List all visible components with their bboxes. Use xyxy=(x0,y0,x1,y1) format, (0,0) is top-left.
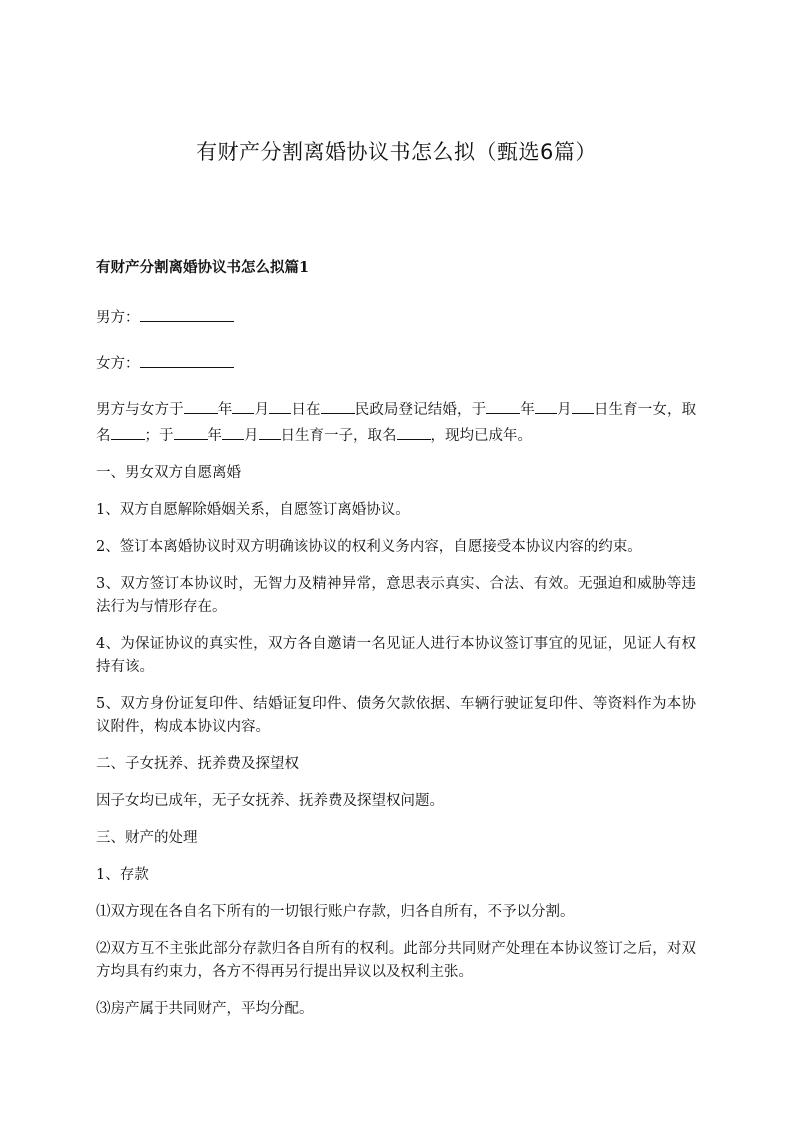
clause-3-1-3: ⑶房产属于共同财产，平均分配。 xyxy=(96,1001,314,1017)
clause-3-1-1: ⑴双方现在各自名下所有的一切银行账户存款，归各自所有，不予以分割。 xyxy=(96,904,575,920)
clause-2-1: 因子女均已成年，无子女抚养、抚养费及探望权问题。 xyxy=(96,793,444,809)
intro-text: 年 xyxy=(520,402,536,418)
female-name-blank xyxy=(140,350,234,368)
subheading-deposits: 1、存款 xyxy=(96,867,149,883)
daughter-name-blank xyxy=(111,422,145,440)
day-blank xyxy=(269,396,291,414)
intro-text: 年 xyxy=(217,402,233,418)
intro-text: 日在 xyxy=(291,402,321,418)
year-blank xyxy=(174,422,208,440)
intro-text: 民政局登记结婚，于 xyxy=(354,402,487,418)
document-body xyxy=(96,256,696,1035)
day-blank xyxy=(572,396,594,414)
heading-child-custody: 二、子女抚养、抚养费及探望权 xyxy=(96,756,299,772)
male-party-line xyxy=(96,304,696,330)
intro-text: 月 xyxy=(254,402,270,418)
heading-property: 三、财产的处理 xyxy=(96,830,198,846)
male-name-blank xyxy=(140,304,234,322)
intro-text: 日生育一子，取名 xyxy=(280,428,397,444)
clause-1-1: 1、双方自愿解除婚姻关系，自愿签订离婚协议。 xyxy=(96,502,410,518)
heading-voluntary-divorce: 一、男女双方自愿离婚 xyxy=(96,465,241,481)
female-label: 女方： xyxy=(96,356,140,372)
clause-1-5: 5、双方身份证复印件、结婚证复印件、债务欠款依据、车辆行驶证复印件、等资料作为本协议附件，构成本协议内容。 xyxy=(96,696,696,735)
intro-text: 年 xyxy=(207,428,222,444)
clause-1-2: 2、签订本离婚协议时双方明确该协议的权利义务内容，自愿接受本协议内容的约束。 xyxy=(96,539,642,555)
intro-paragraph xyxy=(96,396,696,448)
clause-3-1-2: ⑵双方互不主张此部分存款归各自所有的权利。此部分共同财产处理在本协议签订之后，对双方均具有约束力，各方不得再另行提出异议以及权利主张。 xyxy=(96,941,696,980)
son-name-blank xyxy=(397,422,431,440)
female-party-line xyxy=(96,350,696,376)
clause-1-4: 4、为保证协议的真实性，双方各自邀请一名见证人进行本协议签订事宜的见证，见证人有权持有该。 xyxy=(96,636,696,675)
month-blank xyxy=(535,396,557,414)
male-label: 男方： xyxy=(96,310,140,326)
month-blank xyxy=(232,396,254,414)
intro-text: ，现均已成年。 xyxy=(430,428,532,444)
clause-1-3: 3、双方签订本协议时，无智力及精神异常，意思表示真实、合法、有效。无强迫和威胁等违法行为与情形存在。 xyxy=(96,576,696,615)
intro-text: 月 xyxy=(244,428,259,444)
bureau-blank xyxy=(321,396,355,414)
month-blank xyxy=(222,422,244,440)
intro-text: 月 xyxy=(557,402,572,418)
intro-text: 日生育一女，取名 xyxy=(96,402,697,444)
day-blank xyxy=(259,422,281,440)
intro-text: 男方与女方于 xyxy=(96,402,184,418)
year-blank xyxy=(184,396,218,414)
document-title: 有财产分割离婚协议书怎么拟（甄选6篇） xyxy=(196,140,597,164)
intro-text: ；于 xyxy=(144,428,174,444)
section-heading: 有财产分割离婚协议书怎么拟篇1 xyxy=(96,259,310,276)
year-blank xyxy=(486,396,520,414)
